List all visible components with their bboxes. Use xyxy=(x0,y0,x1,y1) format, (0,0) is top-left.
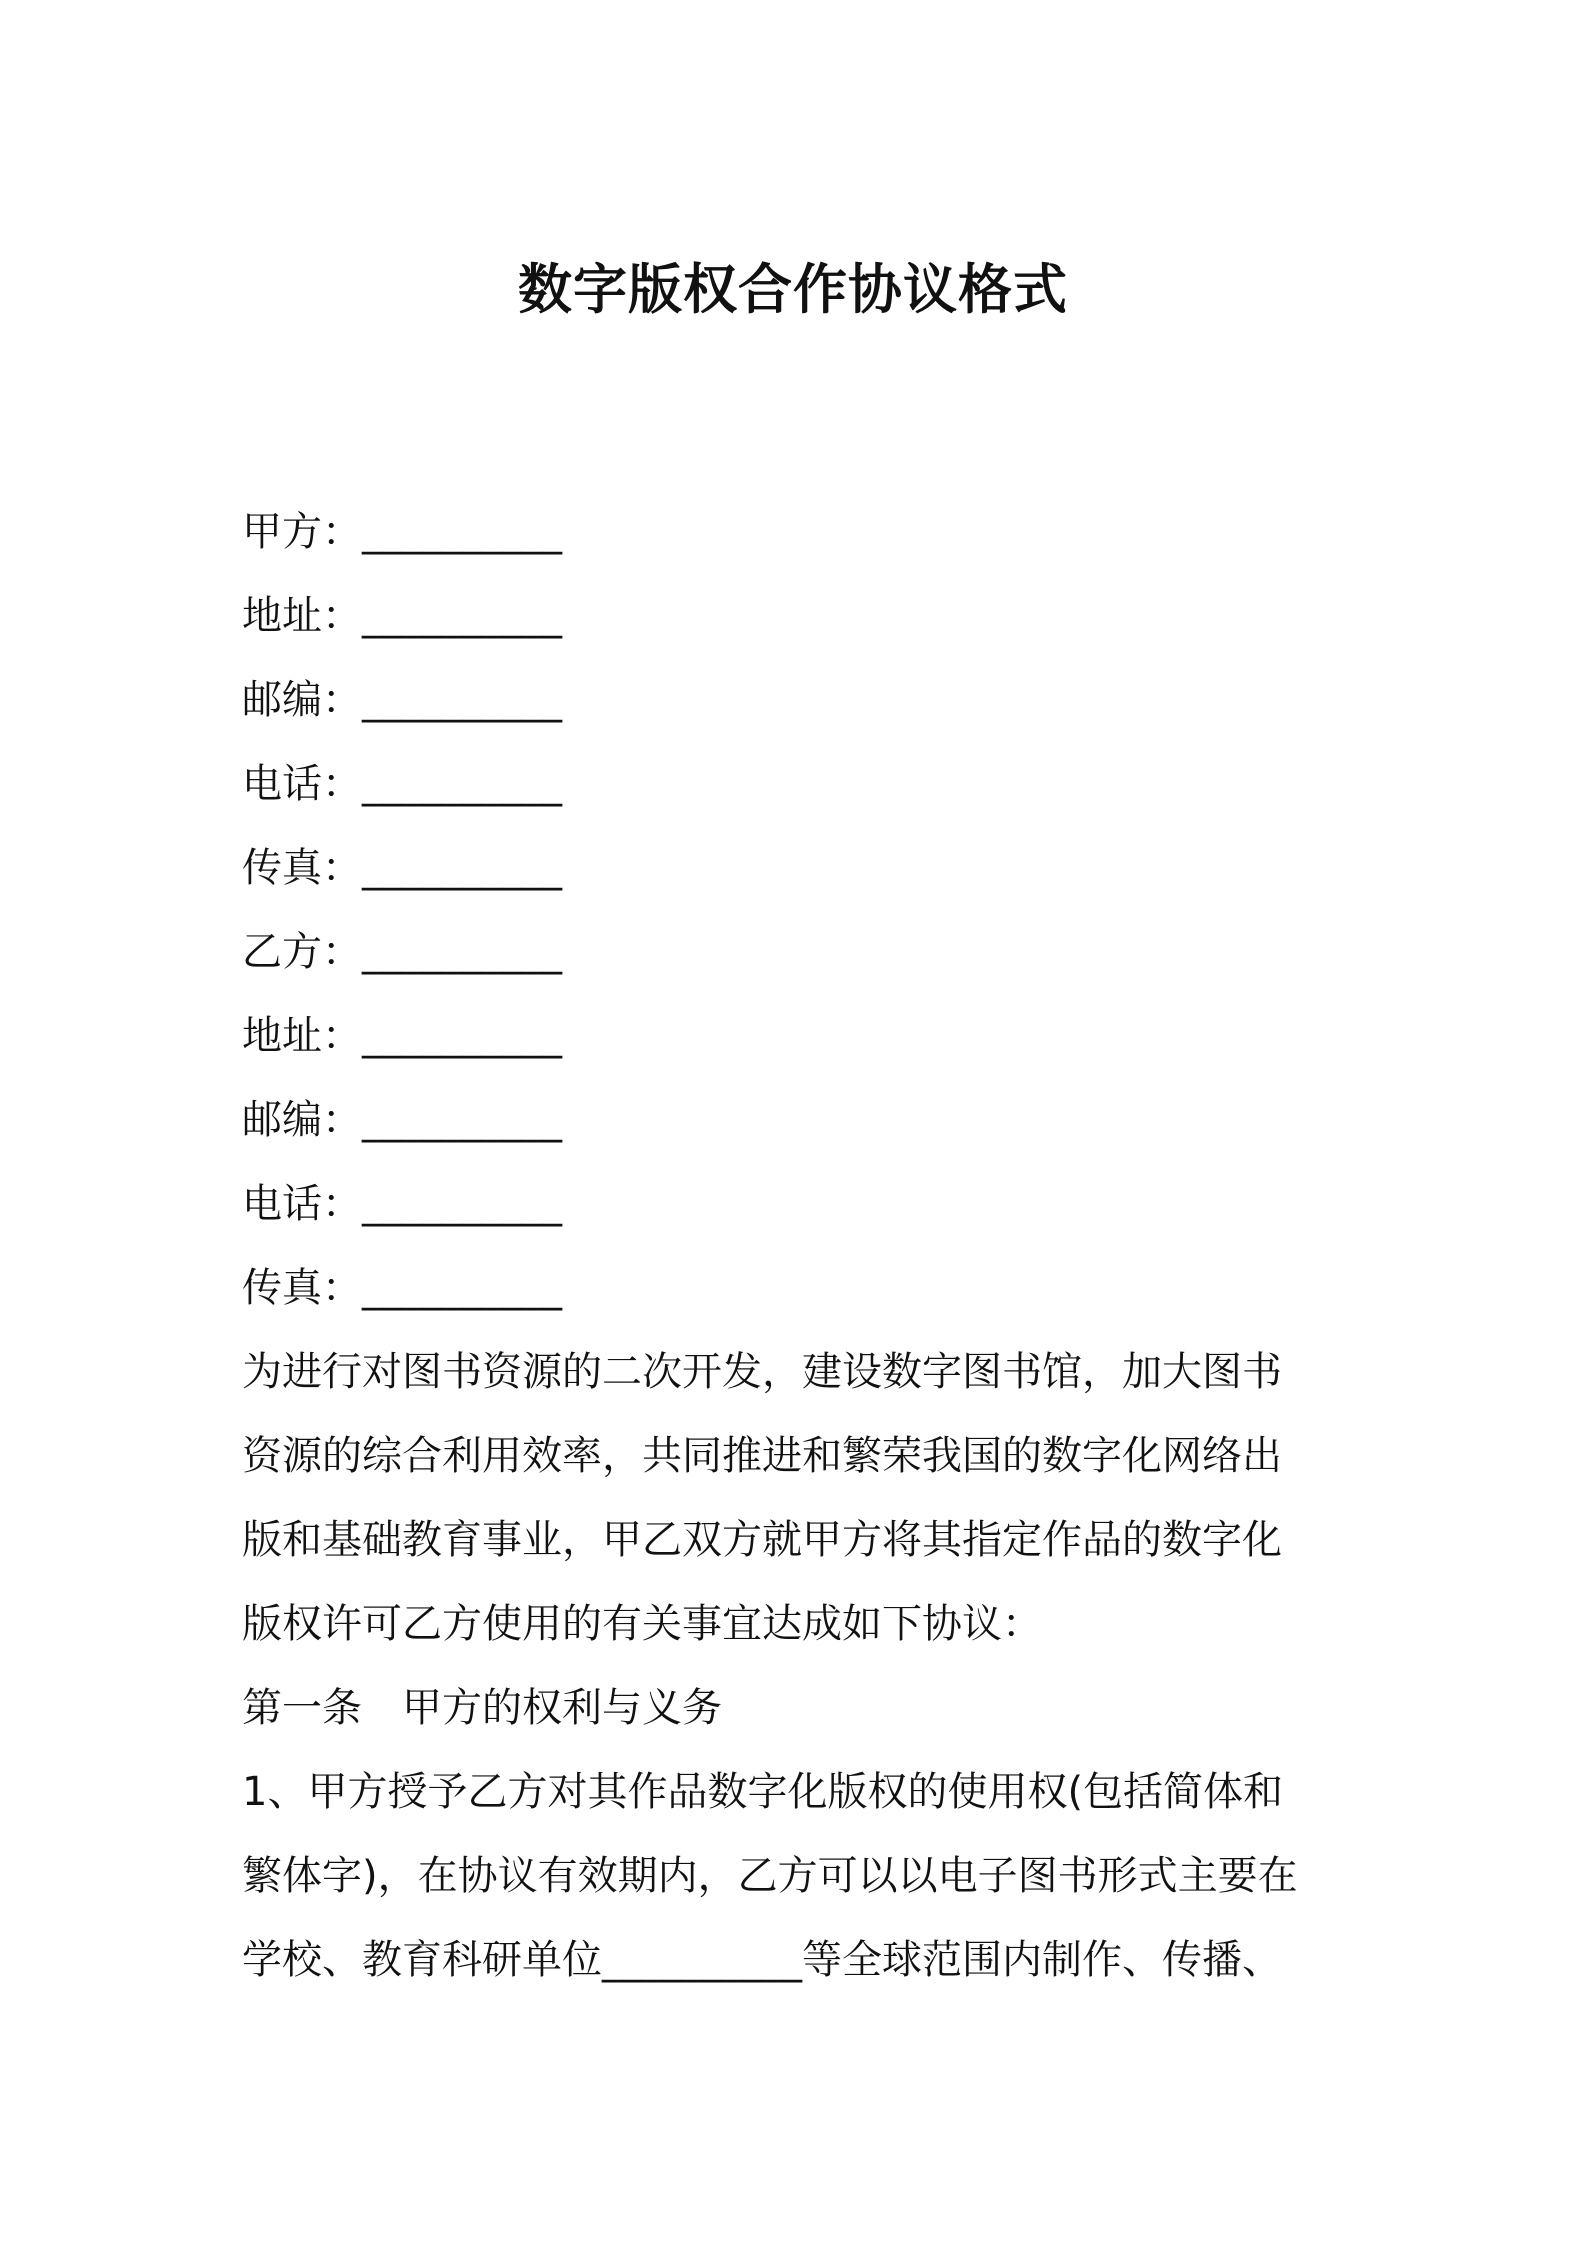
preamble-line: 版权许可乙方使用的有关事宜达成如下协议： xyxy=(242,1601,1042,1647)
party-field-postcode-a xyxy=(242,658,1352,742)
field-label: 邮编： xyxy=(242,677,362,723)
fill-blank: __________ xyxy=(362,929,562,975)
party-field-address-a xyxy=(242,574,1352,658)
fill-blank: __________ xyxy=(362,1013,562,1059)
preamble-line: 为进行对图书资源的二次开发，建设数字图书馆，加大图书 xyxy=(242,1349,1282,1395)
fill-blank: __________ xyxy=(362,509,562,555)
fill-blank: __________ xyxy=(362,677,562,723)
fill-blank: __________ xyxy=(362,1181,562,1227)
field-label: 地址： xyxy=(242,1013,362,1059)
preamble-line: 资源的综合利用效率，共同推进和繁荣我国的数字化网络出 xyxy=(242,1433,1282,1479)
party-field-party-b xyxy=(242,910,1352,994)
party-field-fax-b xyxy=(242,1246,1352,1330)
document-body xyxy=(242,490,1352,2002)
article-1-heading: 第一条 甲方的权利与义务 xyxy=(242,1685,722,1731)
field-label: 传真： xyxy=(242,1265,362,1311)
fill-blank: __________ xyxy=(362,845,562,891)
party-field-address-b xyxy=(242,994,1352,1078)
field-label: 地址： xyxy=(242,593,362,639)
party-field-postcode-b xyxy=(242,1078,1352,1162)
party-field-phone-a xyxy=(242,742,1352,826)
fill-blank: __________ xyxy=(362,593,562,639)
clause-1-line: 繁体字)，在协议有效期内，乙方可以以电子图书形式主要在 xyxy=(242,1853,1298,1899)
preamble-line: 版和基础教育事业，甲乙双方就甲方将其指定作品的数字化 xyxy=(242,1517,1282,1563)
clause-1-line: 学校、教育科研单位__________等全球范围内制作、传播、 xyxy=(242,1937,1282,1983)
fill-blank: __________ xyxy=(362,1097,562,1143)
field-label: 传真： xyxy=(242,845,362,891)
party-field-phone-b xyxy=(242,1162,1352,1246)
field-label: 电话： xyxy=(242,1181,362,1227)
field-label: 乙方： xyxy=(242,929,362,975)
party-field-party-a xyxy=(242,490,1352,574)
fill-blank: __________ xyxy=(362,1265,562,1311)
clause-1-line: 1、甲方授予乙方对其作品数字化版权的使用权(包括简体和 xyxy=(242,1769,1284,1815)
field-label: 甲方： xyxy=(242,509,362,555)
document-title: 数字版权合作协议格式 xyxy=(518,258,1068,321)
field-label: 邮编： xyxy=(242,1097,362,1143)
fill-blank: __________ xyxy=(362,761,562,807)
field-label: 电话： xyxy=(242,761,362,807)
party-field-fax-a xyxy=(242,826,1352,910)
